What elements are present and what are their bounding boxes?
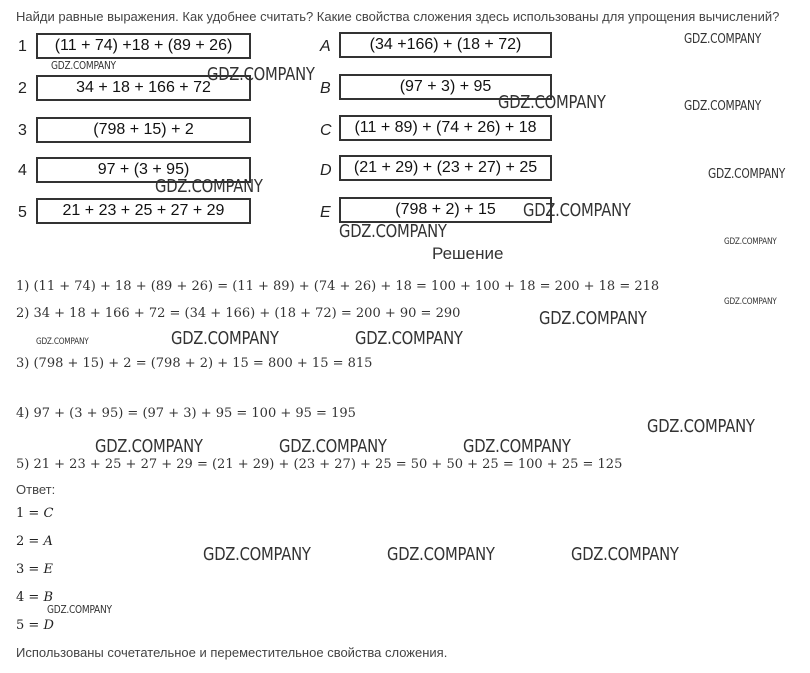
- answer-1: 1 = C: [16, 506, 54, 521]
- watermark: GDZ.COMPANY: [684, 99, 762, 114]
- answer-1-number: 1: [16, 506, 25, 521]
- solution-line-1: 1) (11 + 74) + 18 + (89 + 26) = (11 + 89) + (74 + 26) + 18 = 100 + 100 + 18 = 200 + 18 = 218: [16, 279, 660, 294]
- answer-4: 4 = B: [16, 590, 54, 605]
- item-letter-d: D: [320, 162, 332, 179]
- watermark: GDZ.COMPANY: [647, 416, 755, 437]
- watermark: GDZ.COMPANY: [51, 59, 116, 72]
- item-number-2: 2: [18, 80, 27, 97]
- expression-box-3: (798 + 15) + 2: [36, 117, 251, 143]
- watermark: GDZ.COMPANY: [47, 603, 112, 616]
- watermark: GDZ.COMPANY: [498, 92, 606, 113]
- watermark: GDZ.COMPANY: [95, 436, 203, 457]
- item-number-1: 1: [18, 38, 27, 55]
- watermark: GDZ.COMPANY: [207, 64, 315, 85]
- watermark: GDZ.COMPANY: [724, 297, 777, 307]
- expression-box-1: (11 + 74) +18 + (89 + 26): [36, 33, 251, 59]
- watermark: GDZ.COMPANY: [355, 328, 463, 349]
- item-number-4: 4: [18, 162, 27, 179]
- watermark: GDZ.COMPANY: [708, 167, 786, 182]
- expression-box-4: 97 + (3 + 95): [36, 157, 251, 183]
- answer-5: 5 = D: [16, 618, 54, 633]
- watermark: GDZ.COMPANY: [279, 436, 387, 457]
- answer-2-letter: A: [43, 534, 53, 549]
- answer-5-letter: D: [43, 618, 54, 633]
- answer-4-letter: B: [43, 590, 54, 605]
- expression-box-2: 34 + 18 + 166 + 72: [36, 75, 251, 101]
- solution-heading: Решение: [432, 244, 504, 263]
- expression-box-b: (97 + 3) + 95: [339, 74, 552, 100]
- item-letter-b: B: [320, 80, 331, 97]
- solution-line-2: 2) 34 + 18 + 166 + 72 = (34 + 166) + (18 + 72) = 200 + 90 = 290: [16, 306, 461, 321]
- answer-2-number: 2: [16, 534, 25, 549]
- item-letter-c: C: [320, 122, 332, 139]
- watermark: GDZ.COMPANY: [171, 328, 279, 349]
- answer-1-letter: C: [43, 506, 54, 521]
- watermark: GDZ.COMPANY: [571, 544, 679, 565]
- expression-box-d: (21 + 29) + (23 + 27) + 25: [339, 155, 552, 181]
- watermark: GDZ.COMPANY: [523, 200, 631, 221]
- expression-box-e: (798 + 2) + 15: [339, 197, 552, 223]
- item-number-3: 3: [18, 122, 27, 139]
- exercise-image: [0, 0, 810, 240]
- answer-5-number: 5: [16, 618, 25, 633]
- answer-3: 3 = E: [16, 562, 53, 577]
- watermark: GDZ.COMPANY: [155, 176, 263, 197]
- watermark: GDZ.COMPANY: [203, 544, 311, 565]
- watermark: GDZ.COMPANY: [463, 436, 571, 457]
- answer-4-number: 4: [16, 590, 25, 605]
- answer-label: Ответ:: [16, 482, 56, 497]
- expression-box-5: 21 + 23 + 25 + 27 + 29: [36, 198, 251, 224]
- answer-2: 2 = A: [16, 534, 53, 549]
- watermark: GDZ.COMPANY: [684, 32, 762, 47]
- answer-3-letter: E: [43, 562, 53, 577]
- expression-box-a: (34 +166) + (18 + 72): [339, 32, 552, 58]
- watermark: GDZ.COMPANY: [36, 337, 89, 347]
- watermark: GDZ.COMPANY: [539, 308, 647, 329]
- expression-box-c: (11 + 89) + (74 + 26) + 18: [339, 115, 552, 141]
- item-number-5: 5: [18, 204, 27, 221]
- watermark: GDZ.COMPANY: [339, 221, 447, 242]
- task-text: Найди равные выражения. Как удобнее считать? Какие свойства сложения здесь использованы для упрощения вычислений?: [16, 9, 780, 24]
- solution-line-4: 4) 97 + (3 + 95) = (97 + 3) + 95 = 100 + 95 = 195: [16, 406, 356, 421]
- solution-line-3: 3) (798 + 15) + 2 = (798 + 2) + 15 = 800 + 15 = 815: [16, 356, 373, 371]
- watermark: GDZ.COMPANY: [387, 544, 495, 565]
- answer-3-number: 3: [16, 562, 25, 577]
- solution-line-5: 5) 21 + 23 + 25 + 27 + 29 = (21 + 29) + (23 + 27) + 25 = 50 + 50 + 25 = 100 + 25 = 125: [16, 457, 623, 472]
- item-letter-e: E: [320, 204, 331, 221]
- watermark: GDZ.COMPANY: [724, 237, 777, 247]
- conclusion-text: Использованы сочетательное и переместительное свойства сложения.: [16, 645, 448, 660]
- item-letter-a: A: [320, 38, 331, 55]
